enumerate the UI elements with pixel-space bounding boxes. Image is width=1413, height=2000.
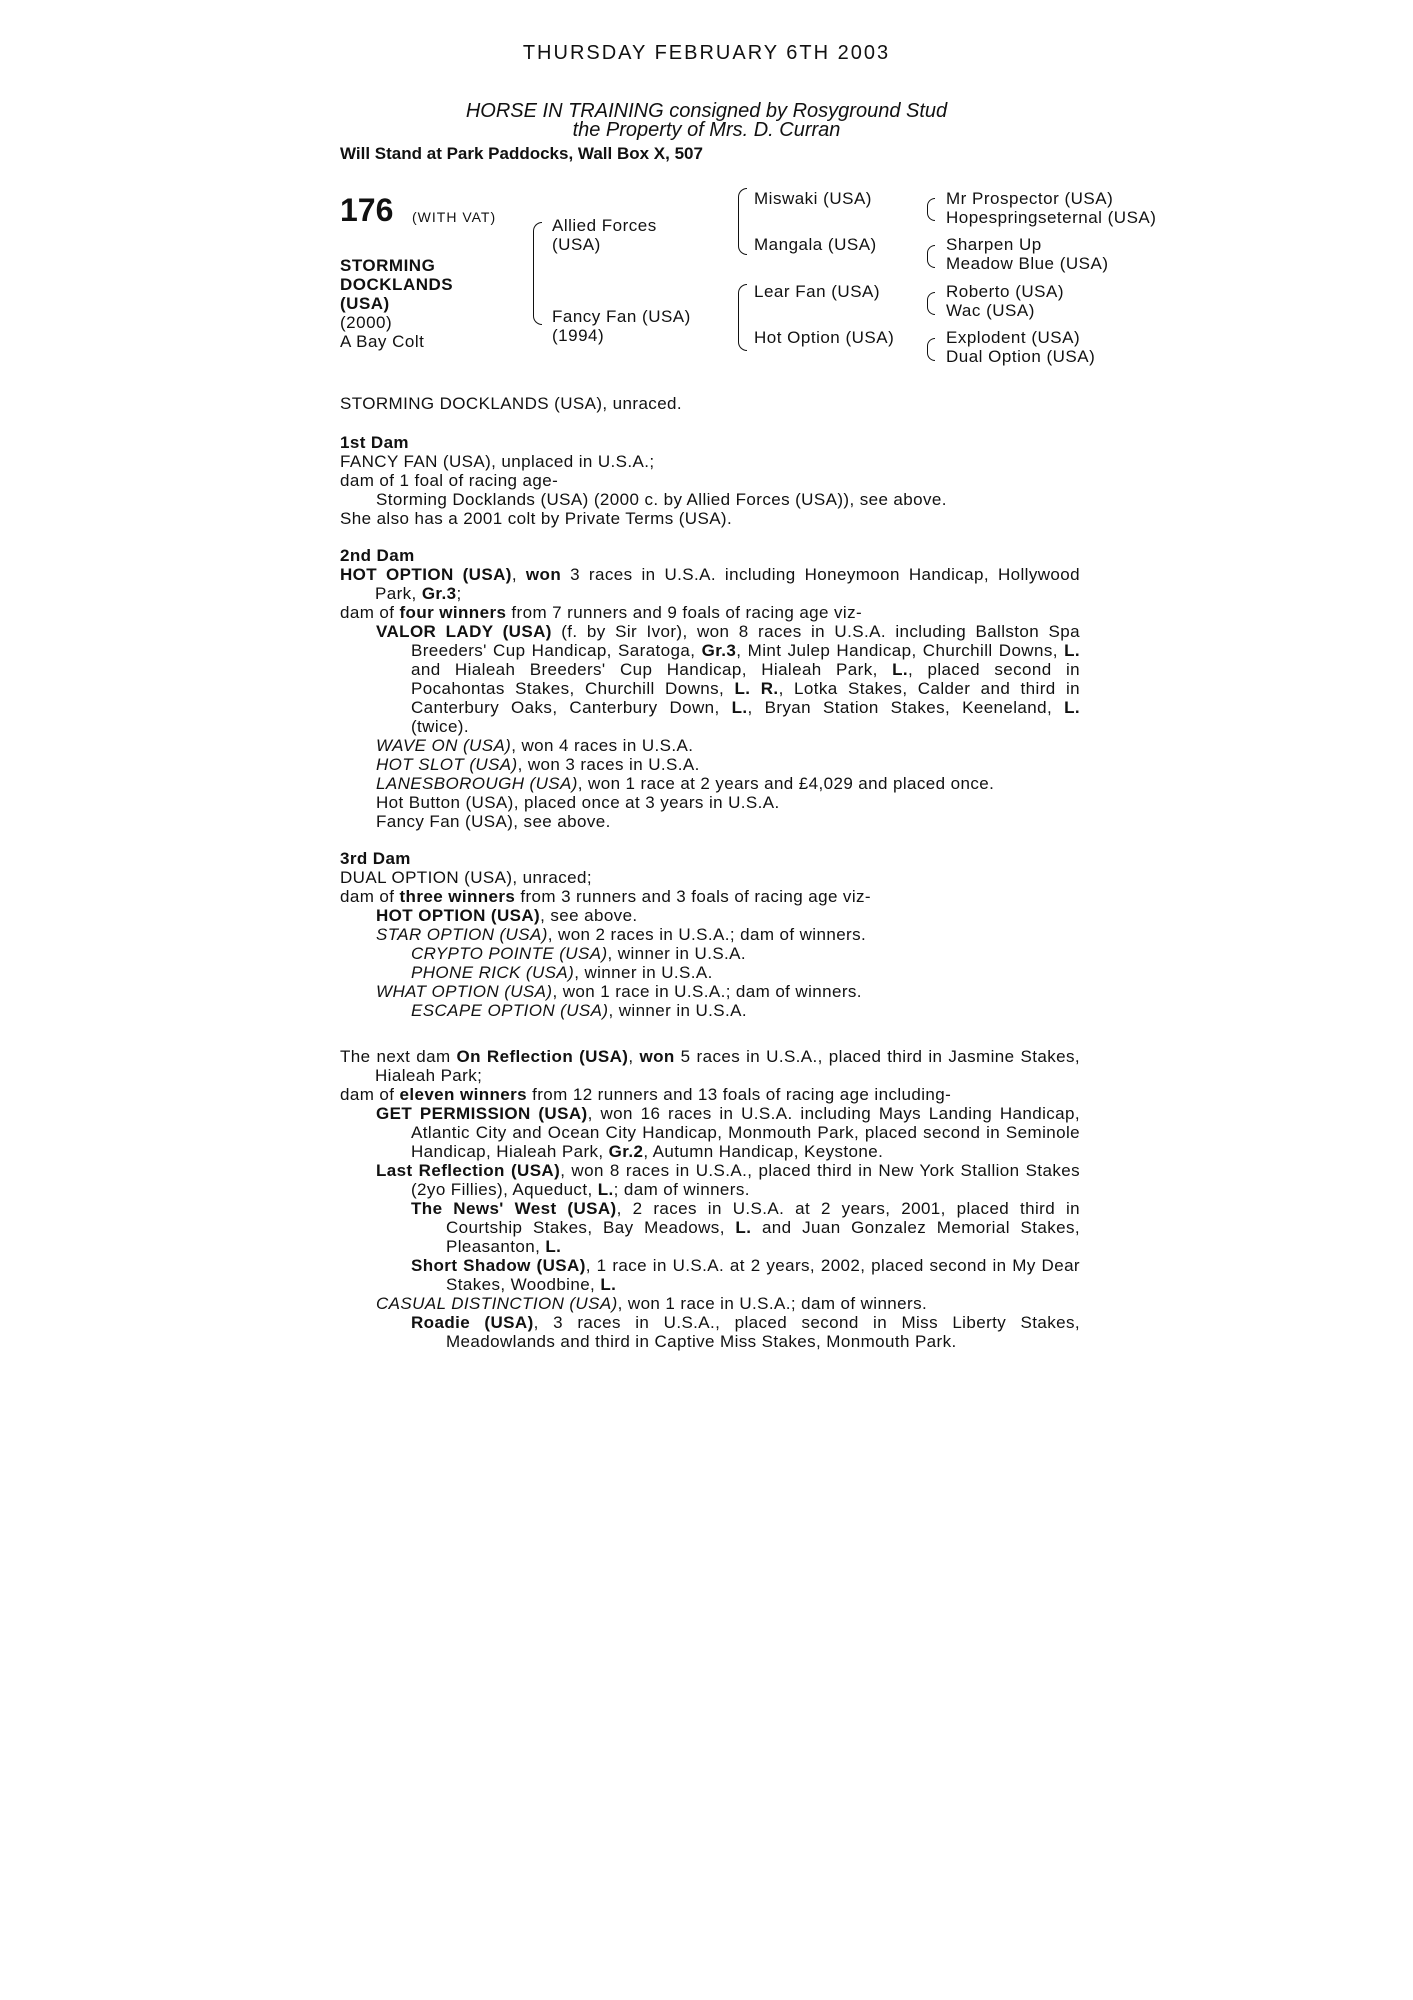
horse-description: A Bay Colt [340,332,425,351]
escape-option-entry: ESCAPE OPTION (USA), winner in U.S.A. [411,1001,747,1020]
lanesborough-entry: LANESBOROUGH (USA), won 1 race at 2 years and £4,029 and placed once. [376,774,995,793]
next-dam-produce: dam of eleven winners from 12 runners and 13 foals of racing age including- [340,1085,952,1104]
sale-date: THURSDAY FEBRUARY 6TH 2003 [522,42,891,64]
ancestor-g5: Roberto (USA) [946,282,1064,301]
sire-country: (USA) [552,235,601,254]
third-dam-produce: dam of three winners from 3 runners and 3 foals of racing age viz- [340,887,871,906]
what-option-entry: WHAT OPTION (USA), won 1 race in U.S.A.; dam of winners. [376,982,862,1001]
sire-sire: Miswaki (USA) [754,189,872,208]
ancestor-g1: Mr Prospector (USA) [946,189,1114,208]
second-dam-heading: 2nd Dam [340,546,415,565]
short-shadow-entry: Short Shadow (USA), 1 race in U.S.A. at 2 years, 2002, placed second in My Dear Stakes, Woodbine, L. [411,1256,1080,1294]
phone-rick-entry: PHONE RICK (USA), winner in U.S.A. [411,963,713,982]
brace-sire-top [533,222,542,273]
wave-on-entry: WAVE ON (USA), won 4 races in U.S.A. [376,736,694,755]
second-dam-produce: dam of four winners from 7 runners and 9 foals of racing age viz- [340,603,863,622]
brace-g6 [927,303,935,315]
dam-year: (1994) [552,326,605,345]
brace-hot-option [738,318,747,351]
vat-note: (WITH VAT) [412,209,497,225]
third-dam-line-1: DUAL OPTION (USA), unraced; [340,868,593,887]
brace-miswaki [738,188,747,223]
ancestor-g4: Meadow Blue (USA) [946,254,1109,273]
consignment-line-1: HORSE IN TRAINING consigned by Rosyground Stud [465,100,948,122]
brace-g8 [927,349,935,361]
news-west-entry: The News' West (USA), 2 races in U.S.A. at 2 years, 2001, placed third in Courtship Stakes, Bay Meadows, L. and Juan Gonzalez Memorial Stakes, Pleasanton, L. [411,1199,1080,1256]
ancestor-g8: Dual Option (USA) [946,347,1096,366]
fancy-fan-entry: Fancy Fan (USA), see above. [376,812,611,831]
lot-number: 176 [340,192,394,228]
brace-g4 [927,256,935,268]
ancestor-g2: Hopespringseternal (USA) [946,208,1157,227]
ancestor-g6: Wac (USA) [946,301,1035,320]
ancestor-g7: Explodent (USA) [946,328,1081,347]
second-dam-entry: HOT OPTION (USA), won 3 races in U.S.A. including Honeymoon Handicap, Hollywood Park, Gr.3; [340,565,1080,603]
horse-name-line-2: DOCKLANDS [340,275,454,294]
consignment-line-2: the Property of Mrs. D. Curran [572,119,841,141]
foaling-year: (2000) [340,313,393,332]
next-dam-entry: The next dam On Reflection (USA), won 5 races in U.S.A., placed third in Jasmine Stakes, Hialeah Park; [340,1047,1081,1085]
horse-name-line-3: (USA) [340,294,390,313]
roadie-entry: Roadie (USA), 3 races in U.S.A., placed second in Miss Liberty Stakes, Meadowlands and third in Captive Miss Stakes, Monmouth Park. [411,1313,1081,1351]
hot-slot-entry: HOT SLOT (USA), won 3 races in U.S.A. [376,755,700,774]
valor-lady-name: VALOR LADY (USA) [376,622,552,641]
dam-dam: Hot Option (USA) [754,328,895,347]
star-option-entry: STAR OPTION (USA), won 2 races in U.S.A.; dam of winners. [376,925,867,944]
first-dam-heading: 1st Dam [340,433,409,452]
valor-lady-entry: VALOR LADY (USA) (f. by Sir Ivor), won 8 races in U.S.A. including Ballston Spa Breeders' Cup Handicap, Saratoga, Gr.3, Mint Julep Handicap, Churchill Downs, L. and Hialeah Breeders' Cup Handicap, Hialeah Park, L., placed second in Pocahontas Stakes, Churchill Downs, L. R., Lotka Stakes, Calder and third in Canterbury Oaks, Canterbury Down, L., Bryan Station Stakes, Keeneland, L. (twice). [376,622,1081,736]
first-dam-line-1: FANCY FAN (USA), unplaced in U.S.A.; [340,452,655,471]
casual-distinction-entry: CASUAL DISTINCTION (USA), won 1 race in U.S.A.; dam of winners. [376,1294,928,1313]
crypto-pointe-entry: CRYPTO POINTE (USA), winner in U.S.A. [411,944,747,963]
dam-sire: Lear Fan (USA) [754,282,881,301]
sire-name: Allied Forces [552,216,657,235]
hot-option-entry: HOT OPTION (USA), see above. [376,906,638,925]
first-dam-line-3: Storming Docklands (USA) (2000 c. by Allied Forces (USA)), see above. [376,490,947,509]
first-dam-line-4: She also has a 2001 colt by Private Terms (USA). [340,509,733,528]
catalogue-body [340,394,1080,1351]
horse-name-line-1: STORMING [340,256,436,275]
second-dam-name: HOT OPTION (USA) [340,565,512,584]
hot-button-entry: Hot Button (USA), placed once at 3 years in U.S.A. [376,793,780,812]
brace-mangala [738,222,747,255]
sire-dam: Mangala (USA) [754,235,877,254]
brace-g2 [927,209,935,221]
dam-name: Fancy Fan (USA) [552,307,691,326]
get-permission-entry: GET PERMISSION (USA), won 16 races in U.S.A. including Mays Landing Handicap, Atlantic City and Ocean City Handicap, Monmouth Park, placed second in Seminole Handicap, Hialeah Park, Gr.2, Autumn Handicap, Keystone. [376,1104,1080,1161]
brace-lear-fan [738,284,747,319]
first-dam-line-2: dam of 1 foal of racing age- [340,471,559,490]
second-dam-won: won [525,565,562,584]
next-dam-name: On Reflection (USA) [456,1047,629,1066]
summary-line: STORMING DOCKLANDS (USA), unraced. [340,394,683,413]
ancestor-g3: Sharpen Up [946,235,1042,254]
stand-location: Will Stand at Park Paddocks, Wall Box X, 507 [340,144,703,163]
brace-dam-bottom [533,272,542,325]
third-dam-heading: 3rd Dam [340,849,411,868]
last-reflection-entry: Last Reflection (USA), won 8 races in U.S.A., placed third in New York Stallion Stakes (2yo Fillies), Aqueduct, L.; dam of winners. [376,1161,1080,1199]
